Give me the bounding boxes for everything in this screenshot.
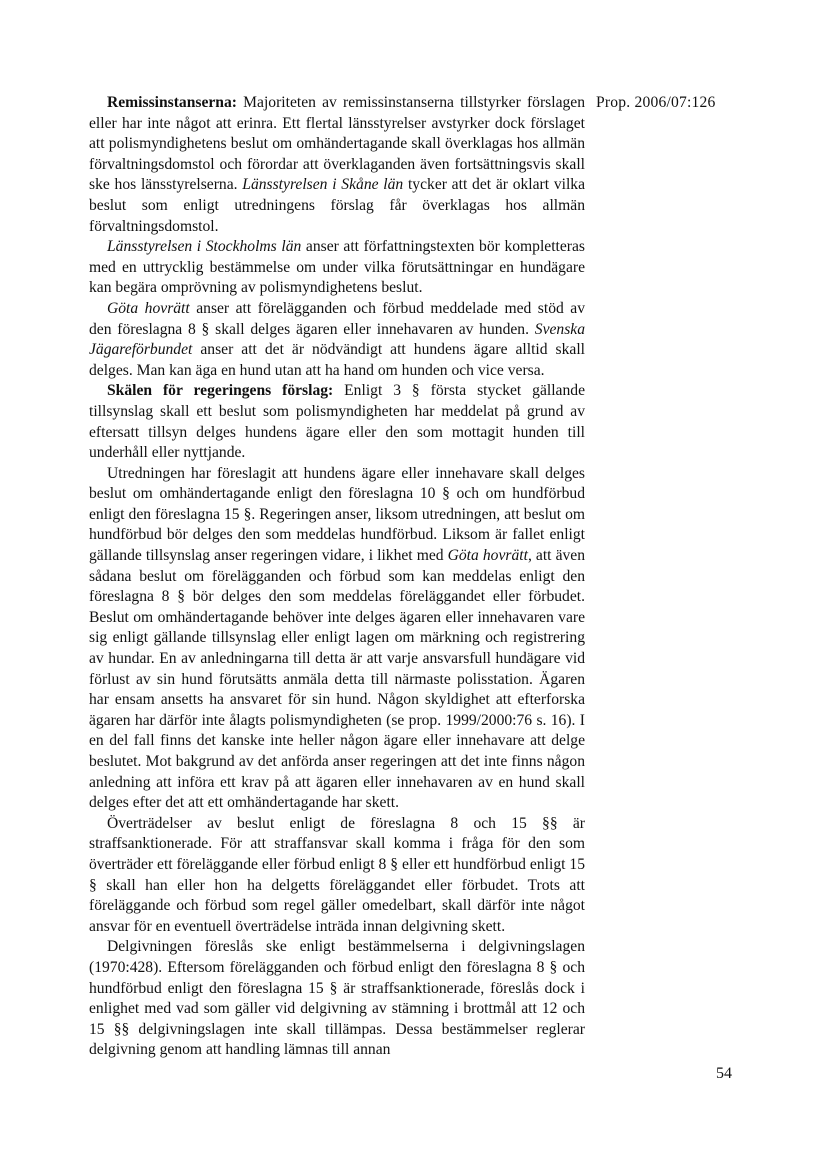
proposition-reference: Prop. 2006/07:126 [596, 94, 716, 111]
text-run: Utredningen har föreslagit att hundens ägare eller innehavare skall delges beslut om omhändertagande enligt den föreslagna 10 § och om hundförbud enligt den föreslagna 15 §. Regeringen anser, liksom utredningen, att beslut om hundförbud bör delges den som meddelas hundförbud. Liksom är fallet enligt gällande tillsynslag anser regeringen vidare, i likhet med [89, 464, 585, 565]
paragraph [89, 937, 585, 1061]
paragraph [89, 93, 585, 237]
bold-heading: Remissinstanserna: [107, 94, 237, 111]
paragraph [89, 814, 585, 938]
body-text [89, 93, 585, 1061]
text-run: anser att författningstexten bör kompletteras med en uttrycklig bestämmelse om under vilka förutsättningar en hundägare kan begära omprövning av polismyndighetens beslut. [89, 238, 585, 297]
text-run: anser att det är nödvändigt att hundens ägare alltid skall delges. Man kan äga en hund utan att ha hand om hunden och vice versa. [89, 341, 585, 379]
text-run: anser att förelägganden och förbud meddelade med stöd av den föreslagna 8 § skall delges ägaren eller innehavaren av hunden. [89, 299, 585, 338]
page-number: 54 [716, 1065, 732, 1082]
italic-reference: Länsstyrelsen i Stockholms län [107, 238, 302, 256]
text-run: Överträdelser av beslut enligt de föreslagna 8 och 15 §§ är straffsanktionerade. För att straffansvar skall komma i fråga för den som överträder ett föreläggande eller förbud enligt 8 § eller ett hundförbud enligt 15 § skall han eller hon ha delgetts föreläggandet eller förbudet. Trots att föreläggande och förbud som regel gäller omedelbart, skall därför inte något ansvar för en eventuell överträdelse inträda innan delgivning skett. [89, 814, 585, 935]
italic-reference: Göta hovrätt [107, 299, 190, 317]
text-run: Enligt 3 § första stycket gällande tillsynslag skall ett beslut som polismyndigheten har meddelat på grund av eftersatt tillsyn delges hundens ägare eller den som mottagit hunden till underhåll eller nyttjande. [89, 382, 585, 462]
italic-reference: Svenska Jägareförbundet [89, 320, 585, 359]
italic-reference: Göta hovrätt [447, 547, 528, 565]
text-run: , att även sådana beslut om förelägganden och förbud som kan meddelas enligt den föreslagna 8 § bör delges den som meddelas föreläggandet eller förbudet. Beslut om omhändertagande behöver inte delges ägaren eller innehavaren vare sig enligt gällande tillsynslag eller enligt lagen om märkning och registrering av hundar. En av anledningarna till detta är att varje ansvarsfull hundägare vid förlust av sin hund förutsätts anmäla detta till närmaste polisstation. Ägaren har ensam ansetts ha ansvaret för sin hund. Någon skyldighet att efterforska ägaren har därför inte ålagts polismyndigheten (se prop. 1999/2000:76 s. 16). I en del fall finns det kanske inte heller någon ägare eller innehavare att delge beslutet. Mot bakgrund av det anförda anser regeringen att det inte finns någon anledning att införa ett krav på att ägaren eller innehavaren av en hund skall delges efter det att ett omhändertagande har skett. [89, 547, 585, 812]
italic-reference: Länsstyrelsen i Skåne län [242, 176, 404, 194]
text-run: Delgivningen föreslås ske enligt bestämmelserna i delgivningslagen (1970:428). Eftersom förelägganden och förbud enligt den föreslagna 8 § och hundförbud enligt den föreslagna 15 § är straffsanktionerade, föreslås dock i enlighet med vad som gäller vid delgivning av stämning i brottmål att 12 och 15 §§ delgivningslagen inte skall tillämpas. Dessa bestämmelser reglerar delgivning genom att handling lämnas till annan [89, 938, 585, 1059]
bold-heading: Skälen för regeringens förslag: [107, 382, 334, 400]
text-run: Majoriteten av remissinstanserna tillstyrker förslagen eller har inte något att erinra. Ett flertal länsstyrelser avstyrker dock förslaget att polismyndighetens beslut om omhändertagande skall överklagas hos allmän förvaltningsdomstol och förordar att överklaganden även fortsättningsvis skall ske hos länsstyrelserna. [89, 94, 585, 194]
paragraph [89, 299, 585, 381]
paragraph [89, 237, 585, 299]
paragraph [89, 381, 585, 463]
paragraph [89, 464, 585, 814]
text-run: tycker att det är oklart vilka beslut som enligt utredningens förslag får överklagas hos allmän förvaltningsdomstol. [89, 176, 585, 235]
